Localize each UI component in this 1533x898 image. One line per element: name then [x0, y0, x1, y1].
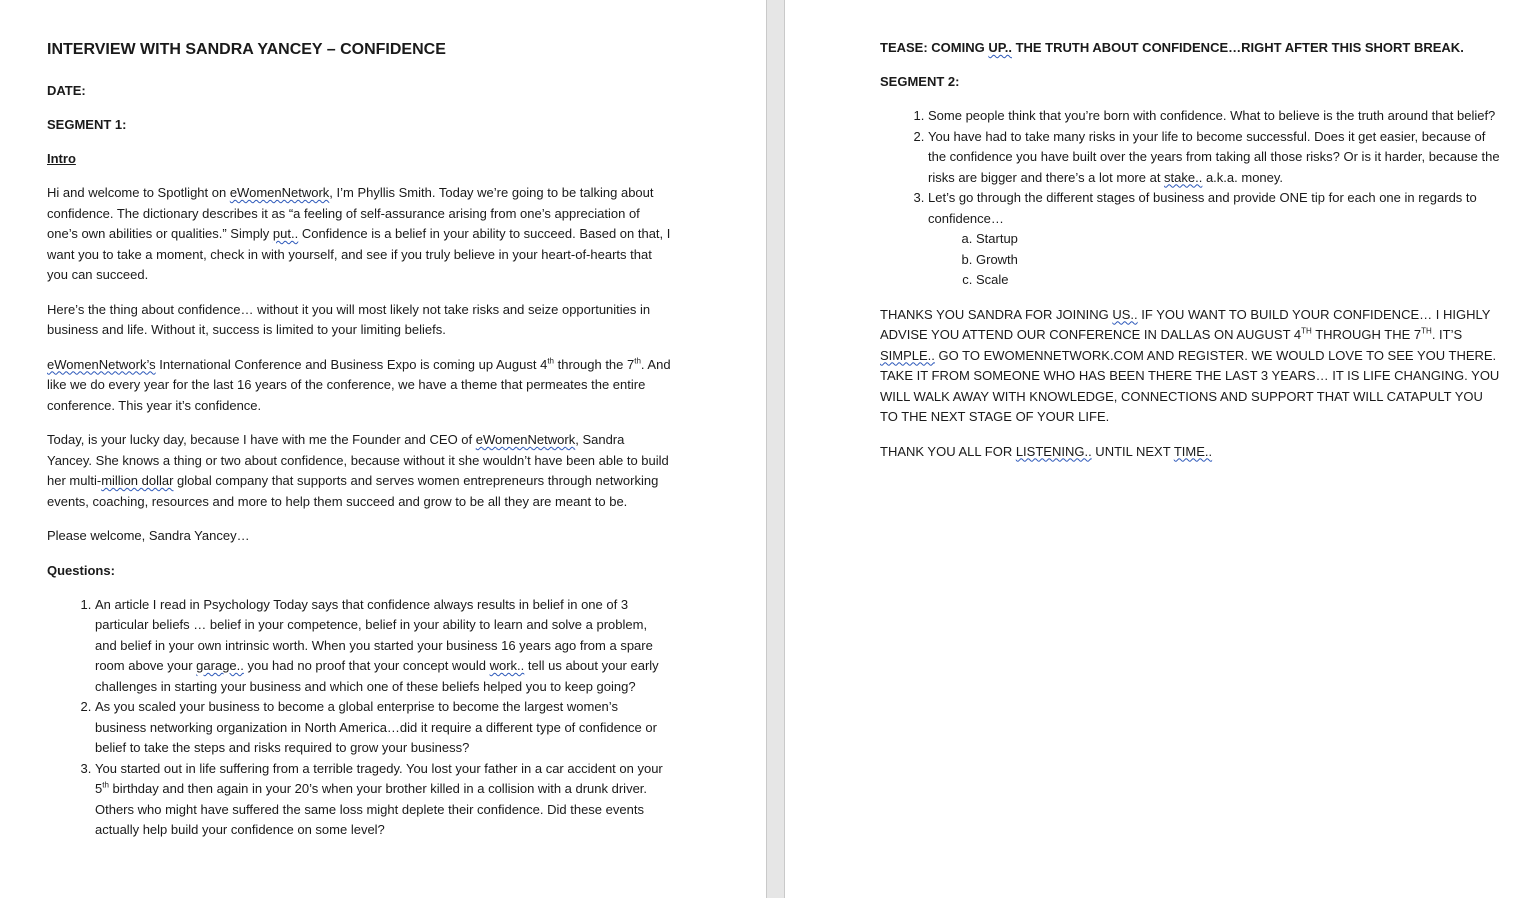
spellcheck-word[interactable]: eWomenNetwork — [475, 432, 576, 447]
text-run: Confidence is a belief in your ability to succeed. Based on that, I want you to take a moment, check in with yourself, and see if you truly believe in your heart-of-hearts that you can succeed. — [47, 226, 671, 282]
question-item — [95, 595, 672, 698]
intro-paragraph-2: Here’s the thing about confidence… without it you will most likely not take risks and seize opportunities in business and life. Without it, success is limited to your limiting beliefs. — [47, 301, 651, 337]
text-run: a.k.a. money. — [1202, 169, 1284, 185]
question-item — [928, 188, 1502, 291]
stage-item: b. Growth — [976, 250, 1502, 271]
spellcheck-word[interactable]: SIMPLE.. — [880, 347, 935, 363]
segment-1-label: SEGMENT 1: — [47, 117, 127, 132]
text-run: You have had to take many risks in your life to become successful. Does it get easier, because of the confidence you have built over the years from taking all those risks? Or is it harder, because the risks are bigger and there’s a lot more at — [928, 128, 1500, 185]
spellcheck-word[interactable]: put.. — [272, 226, 299, 241]
spellcheck-word[interactable]: TIME.. — [1173, 443, 1213, 459]
superscript: th — [547, 356, 554, 366]
superscript: TH — [1421, 326, 1432, 336]
question-item — [928, 127, 1502, 189]
tease-line — [880, 38, 1502, 58]
text-run: You started out in life suffering from a terrible tragedy. You lost your father in a car accident on your 5 — [95, 760, 663, 796]
text-run: GO TO EWOMENNETWORK.COM AND REGISTER. WE WOULD LOVE TO SEE YOU THERE. TAKE IT FROM SOMEONE WHO HAS BEEN THERE THE LAST 3 YEARS… IT IS LIFE CHANGING. YOU WILL WALK AWAY WITH KNOWLEDGE, CONNECTIONS AND SUPPORT THAT WILL CATAPULT YOU TO THE NEXT STAGE OF YOUR LIFE. — [880, 347, 1500, 424]
text-run: IF YOU WANT TO BUILD YOUR CONFIDENCE… I HIGHLY ADVISE YOU ATTEND OUR CONFERENCE IN DALLAS ON AUGUST 4 — [880, 306, 1491, 342]
text-run: Let’s go through the different stages of business and provide ONE tip for each one in regards to confidence… — [928, 190, 1477, 226]
text-run: through the 7 — [554, 356, 635, 372]
stage-item: c. Scale — [976, 270, 1502, 291]
text-run: THROUGH THE 7 — [1311, 327, 1422, 342]
stages-list — [928, 229, 1502, 291]
intro-label: Intro — [47, 151, 76, 166]
spellcheck-word[interactable]: million dollar — [101, 473, 174, 488]
page-gutter — [766, 0, 785, 898]
text-run: . And like we do every year for the last 16 years of the conference, we have a theme that permeates the entire conference. This year it’s confidence. — [47, 356, 671, 413]
text-run: Today, is your lucky day, because I have with me the Founder and CEO of — [47, 432, 476, 447]
spellcheck-word[interactable]: stake.. — [1164, 169, 1203, 185]
text-run: . IT’S — [1431, 327, 1463, 342]
text-run: THANK YOU ALL FOR — [880, 443, 1016, 459]
segment-2-label: SEGMENT 2: — [880, 74, 960, 89]
spellcheck-word[interactable]: garage.. — [196, 658, 244, 673]
text-run: UNTIL NEXT — [1091, 443, 1174, 459]
superscript: th — [102, 780, 109, 790]
spellcheck-word[interactable]: UP.. — [988, 40, 1012, 55]
text-run: , Sandra Yancey. She knows a thing or two about confidence, because without it she wouldn’t have been able to build her multi- — [47, 432, 669, 488]
text-run: you had no proof that your concept would — [243, 658, 490, 673]
document-title: INTERVIEW WITH SANDRA YANCEY – CONFIDENCE — [47, 41, 446, 58]
superscript: th — [634, 356, 641, 366]
intro-paragraph-1 — [47, 183, 672, 286]
intro-paragraph-4 — [47, 430, 672, 512]
segment-1-questions — [47, 595, 672, 841]
text-run: , I’m Phyllis Smith. Today we’re going to be talking about confidence. The dictionary describes it as “a feeling of self-assurance arising from one’s appreciation of one’s own abilities or qualities.” Simply — [47, 185, 654, 241]
intro-paragraph-3 — [47, 355, 672, 417]
document-page-1[interactable] — [0, 0, 766, 898]
questions-label: Questions: — [47, 562, 115, 578]
stage-item: a. Startup — [976, 229, 1502, 250]
superscript: TH — [1301, 326, 1312, 336]
closing-thanks-paragraph — [880, 305, 1502, 428]
text-run: THE TRUTH ABOUT CONFIDENCE…RIGHT AFTER THIS SHORT BREAK. — [1011, 40, 1464, 55]
spellcheck-word[interactable]: work.. — [489, 658, 525, 673]
text-run: THANKS YOU SANDRA FOR JOINING — [880, 306, 1113, 322]
text-run: birthday and then again in your 20’s when your brother killed in a collision with a drunk driver. Others who might have suffered the same loss might deplete their confidence. Did these events actually help build your confidence on some level? — [95, 781, 648, 837]
intro-paragraph-5: Please welcome, Sandra Yancey… — [47, 528, 250, 543]
text-run: International Conference and Business Expo is coming up August 4 — [155, 356, 548, 372]
spellcheck-word[interactable]: US.. — [1112, 306, 1138, 322]
text-run: global company that supports and serves women entrepreneurs through networking events, coaching, resources and more to help them succeed and grow to be all they are meant to be. — [47, 473, 659, 509]
spellcheck-word[interactable]: eWomenNetwork — [229, 185, 330, 200]
text-run: TEASE: COMING — [880, 40, 989, 55]
spellcheck-word[interactable]: LISTENING.. — [1015, 443, 1092, 459]
date-label: DATE: — [47, 83, 86, 98]
document-page-2[interactable] — [785, 0, 1533, 898]
text-run: tell us about your early challenges in starting your business and which one of these beliefs helped you to keep going? — [95, 658, 659, 694]
segment-2-questions — [880, 106, 1502, 291]
text-run: Hi and welcome to Spotlight on — [47, 185, 230, 200]
spellcheck-word[interactable]: eWomenNetwork’s — [47, 356, 156, 372]
question-item — [95, 759, 672, 841]
closing-line — [880, 442, 1502, 463]
text-run: An article I read in Psychology Today says that confidence always results in belief in one of 3 particular beliefs … belief in your competence, belief in your ability to learn and solve a problem, and belief in your own intrinsic worth. When you started your business 16 years ago from a spare room above your — [95, 596, 653, 673]
intro-heading — [47, 149, 672, 169]
question-item: 1. Some people think that you’re born with confidence. What to believe is the truth around that belief? — [928, 106, 1502, 127]
question-item: 2. As you scaled your business to become a global enterprise to become the largest women’s business networking organization in North America…did it require a different type of confidence or belief to take the steps and risks required to grow your business? — [95, 697, 672, 759]
